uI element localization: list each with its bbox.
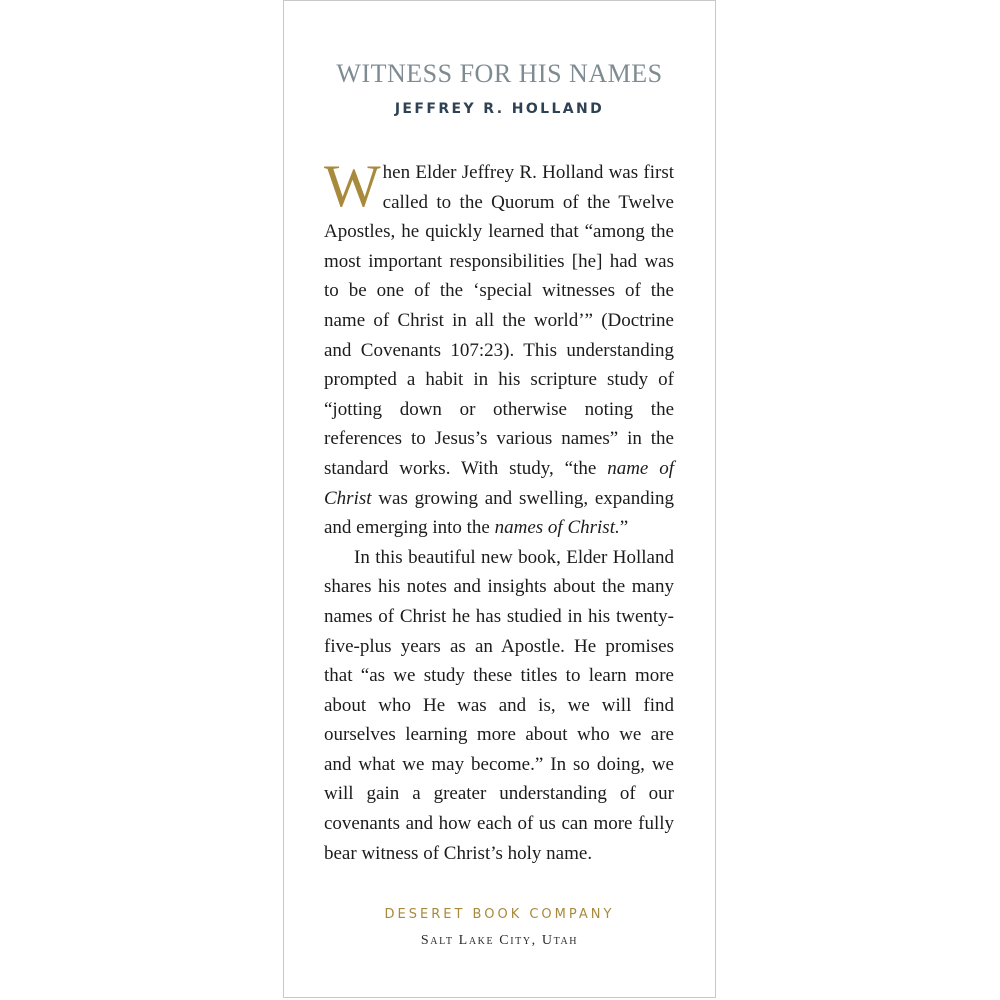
blurb-paragraph-1: [324, 153, 675, 543]
blurb-p1-text-b: was growing and swelling, expanding and emerging into the: [324, 487, 674, 539]
book-flap-panel: [283, 0, 716, 998]
blurb-p1-italic-a: name of Christ: [324, 457, 675, 509]
publisher-name: DESERET BOOK COMPANY: [384, 907, 615, 922]
publisher-city: Salt Lake City, Utah: [420, 933, 579, 948]
blurb-paragraph-2: In this beautiful new book, Elder Holland shares his notes and insights about the many names of Christ he has studied in his twenty-five-plus years as an Apostle. He promises that “as we study these titles to learn more about who He was and is, we will find ourselves learning more about who we are and what we may become.” In so doing, we will gain a greater understanding of our covenants and how each of us can more fully bear witness of Christ’s holy name.: [324, 546, 674, 864]
book-author: JEFFREY R. HOLLAND: [394, 101, 605, 117]
blurb-p1-text-a: hen Elder Jeffrey R. Holland was first called to the Quorum of the Twelve Apostles, he quickly learned that “among the most important responsibilities [he] had was to be one of the ‘special witnesses of the name of Christ in all the world’” (Doctrine and Covenants 107:23). This understanding prompted a habit in his scripture study of “jotting down or otherwise noting the references to Jesus’s various names” in the standard works. With study, “the: [324, 162, 674, 479]
blurb-p1-text-c: ”: [619, 517, 629, 539]
blurb-p1-italic-b: names of Christ.: [494, 517, 620, 539]
drop-cap-letter: W: [324, 153, 381, 219]
blurb-text: [324, 153, 675, 868]
book-title: WITNESS FOR HIS NAMES: [336, 59, 663, 88]
